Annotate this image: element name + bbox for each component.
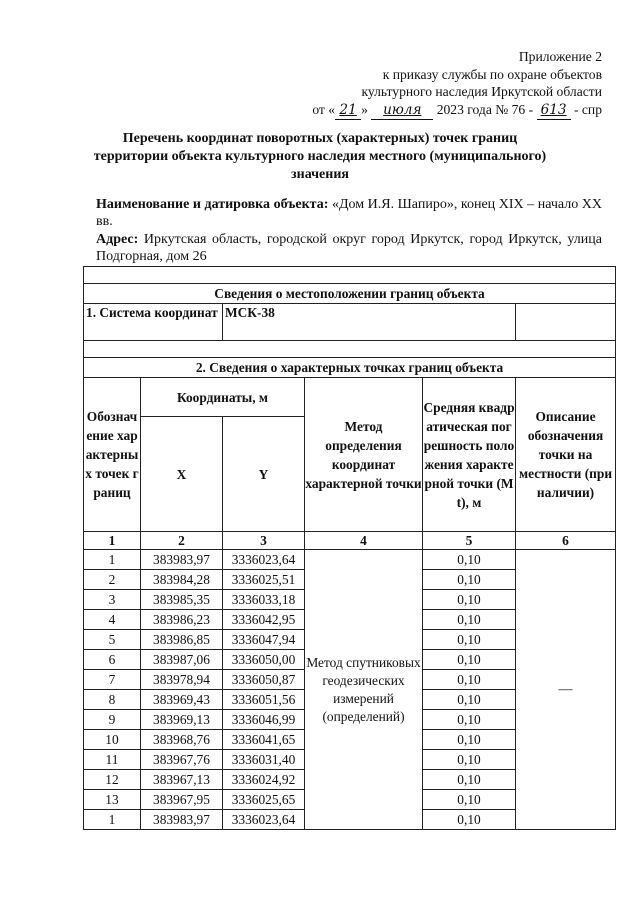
coord-x: 383968,76 xyxy=(141,730,223,750)
section-points-header xyxy=(84,358,616,378)
annex-from: от « xyxy=(312,101,336,117)
coord-y: 3336046,99 xyxy=(223,710,305,730)
coordinate-system-label: 1. Система координат xyxy=(84,304,223,341)
annex-line-2: к приказу службы по охране объектов xyxy=(382,66,602,82)
error-mt: 0,10 xyxy=(423,690,516,710)
coord-y: 3336041,65 xyxy=(223,730,305,750)
point-id: 7 xyxy=(84,670,141,690)
coord-x: 383986,85 xyxy=(141,630,223,650)
annex-line-1: Приложение 2 xyxy=(518,49,602,64)
coord-x: 383983,97 xyxy=(141,810,223,830)
column-number: 3 xyxy=(223,532,305,550)
column-number-row xyxy=(84,532,616,550)
coord-y: 3336050,87 xyxy=(223,670,305,690)
point-id: 2 xyxy=(84,570,141,590)
error-mt: 0,10 xyxy=(423,710,516,730)
error-mt: 0,10 xyxy=(423,570,516,590)
column-number: 2 xyxy=(141,532,223,550)
point-id: 4 xyxy=(84,610,141,630)
coord-x: 383983,97 xyxy=(141,550,223,570)
error-mt: 0,10 xyxy=(423,610,516,630)
error-mt: 0,10 xyxy=(423,650,516,670)
point-id: 11 xyxy=(84,750,141,770)
col-description-header: Описание обозначения точки на местности (при наличии) xyxy=(516,378,616,532)
annex-line-3: культурного наследия Иркутской области xyxy=(361,84,602,99)
error-mt: 0,10 xyxy=(423,750,516,770)
point-id: 13 xyxy=(84,790,141,810)
error-mt: 0,10 xyxy=(423,810,516,830)
point-rows xyxy=(84,550,616,830)
annex-header xyxy=(312,48,602,120)
coord-y: 3336031,40 xyxy=(223,750,305,770)
object-address xyxy=(96,231,602,265)
coord-x: 383969,43 xyxy=(141,690,223,710)
coord-y: 3336033,18 xyxy=(223,590,305,610)
coord-x: 383969,13 xyxy=(141,710,223,730)
column-number: 5 xyxy=(423,532,516,550)
document-title xyxy=(40,130,600,184)
point-id: 8 xyxy=(84,690,141,710)
col-coordinates-header: Координаты, м xyxy=(141,378,305,417)
error-mt: 0,10 xyxy=(423,590,516,610)
coord-y: 3336023,64 xyxy=(223,550,305,570)
method-cell: Метод спутниковых геодезических измерений (определений) xyxy=(305,550,423,830)
coord-y: 3336050,00 xyxy=(223,650,305,670)
column-number: 6 xyxy=(516,532,616,550)
col-method-header: Метод определения координат характерной точки xyxy=(305,378,423,532)
coordinate-system-row xyxy=(84,304,616,341)
coord-y: 3336051,56 xyxy=(223,690,305,710)
coord-y: 3336042,95 xyxy=(223,610,305,630)
annex-number: 613 xyxy=(537,101,571,121)
point-id: 1 xyxy=(84,810,141,830)
point-id: 9 xyxy=(84,710,141,730)
error-mt: 0,10 xyxy=(423,770,516,790)
annex-suffix: - спр xyxy=(573,101,602,117)
coord-y: 3336023,64 xyxy=(223,810,305,830)
point-id: 12 xyxy=(84,770,141,790)
error-mt: 0,10 xyxy=(423,630,516,650)
object-name-label: Наименование и датировка объекта: xyxy=(96,197,329,212)
point-id: 6 xyxy=(84,650,141,670)
title-line-1: Перечень координат поворотных (характерных) точек границ xyxy=(122,131,518,146)
coordinate-system-blank xyxy=(516,304,616,341)
col-y-header: Y xyxy=(223,417,305,532)
coord-x: 383985,35 xyxy=(141,590,223,610)
object-address-label: Адрес: xyxy=(96,232,139,247)
point-id: 10 xyxy=(84,730,141,750)
object-name xyxy=(96,196,602,230)
table-spacer-row xyxy=(84,267,616,284)
col-designation-header: Обозначение характерных точек границ xyxy=(84,378,141,532)
title-line-2: территории объекта культурного наследия местного (муниципального) xyxy=(93,149,547,164)
coord-x: 383984,28 xyxy=(141,570,223,590)
table-row xyxy=(84,550,616,570)
coord-x: 383967,76 xyxy=(141,750,223,770)
title-line-3: значения xyxy=(291,167,349,182)
annex-year-text: 2023 года № 76 - xyxy=(436,101,534,117)
coord-x: 383987,06 xyxy=(141,650,223,670)
coord-y: 3336025,51 xyxy=(223,570,305,590)
error-mt: 0,10 xyxy=(423,790,516,810)
object-name-value: «Дом И.Я. Шапиро», конец XIX – начало XX вв. xyxy=(96,197,603,229)
description-cell: — xyxy=(516,550,616,830)
column-header-row xyxy=(84,378,616,417)
section-points-title: 2. Сведения о характерных точках границ объекта xyxy=(84,358,616,378)
point-id: 3 xyxy=(84,590,141,610)
coordinates-table xyxy=(83,266,616,830)
coord-y: 3336024,92 xyxy=(223,770,305,790)
coord-y: 3336047,94 xyxy=(223,630,305,650)
section-location-title: Сведения о местоположении границ объекта xyxy=(84,284,616,304)
coordinate-system-value: МСК-38 xyxy=(223,304,516,341)
error-mt: 0,10 xyxy=(423,550,516,570)
col-x-header: X xyxy=(141,417,223,532)
coord-x: 383967,95 xyxy=(141,790,223,810)
point-id: 1 xyxy=(84,550,141,570)
annex-month: июля xyxy=(371,101,433,121)
col-error-header: Средняя квадратическая погрешность положения характерной точки (Mt), м xyxy=(423,378,516,532)
section-location-header xyxy=(84,284,616,304)
error-mt: 0,10 xyxy=(423,670,516,690)
coord-x: 383978,94 xyxy=(141,670,223,690)
object-address-value: Иркутская область, городской округ город Иркутск, город Иркутск, улица Подгорная, дом 26 xyxy=(96,232,602,264)
coord-x: 383967,13 xyxy=(141,770,223,790)
column-number: 4 xyxy=(305,532,423,550)
point-id: 5 xyxy=(84,630,141,650)
annex-date-line xyxy=(312,101,602,121)
coord-x: 383986,23 xyxy=(141,610,223,630)
coord-y: 3336025,65 xyxy=(223,790,305,810)
error-mt: 0,10 xyxy=(423,730,516,750)
annex-day: 21 xyxy=(335,101,361,121)
table-spacer-row xyxy=(84,341,616,358)
annex-quote-close: » xyxy=(361,101,368,117)
column-number: 1 xyxy=(84,532,141,550)
